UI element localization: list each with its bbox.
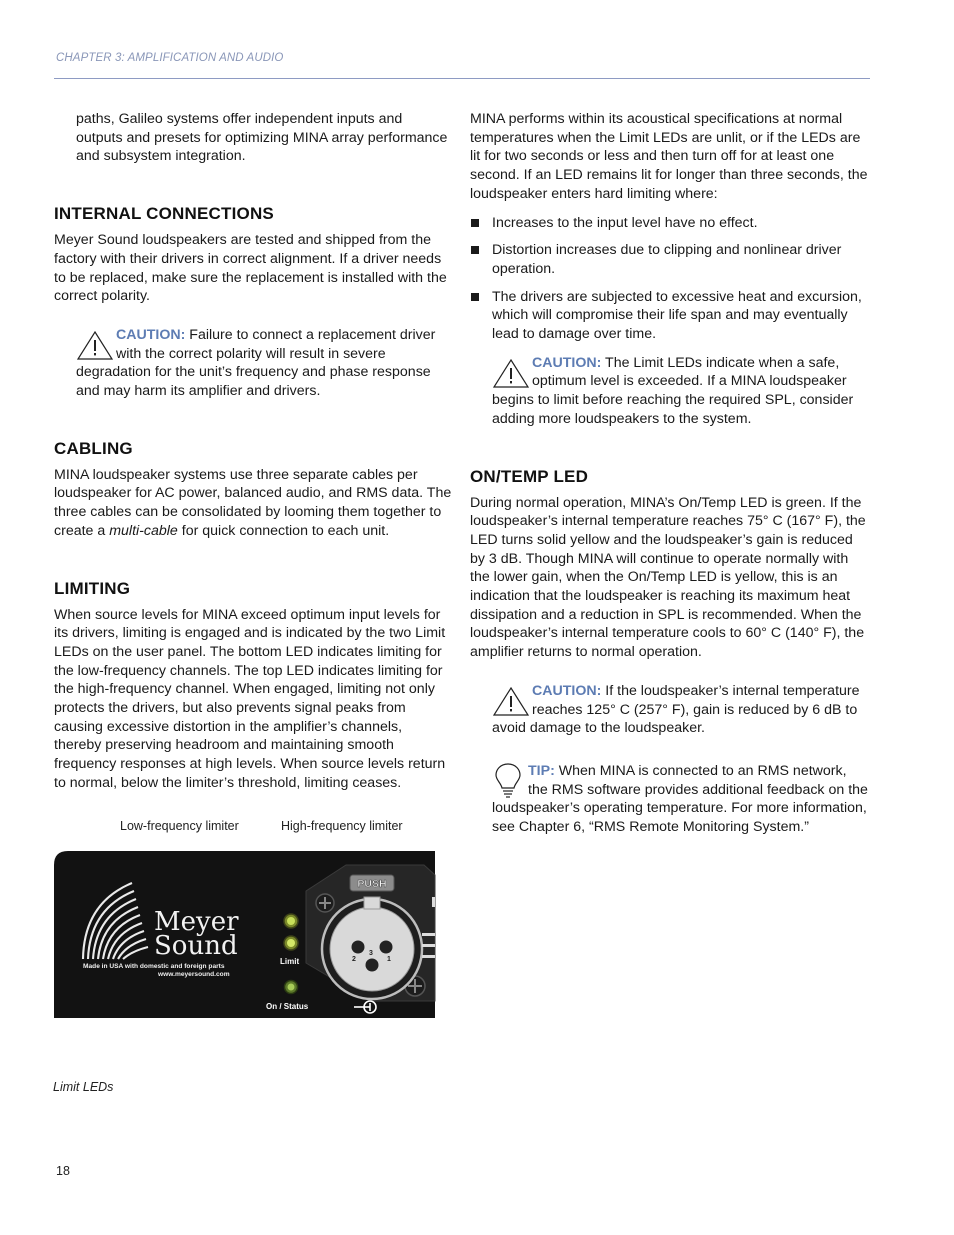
panel-slot [422,955,435,958]
caution-text: If the loudspeaker’s internal temperature reaches 125° C (257° F), gain is reduced by 6 dB to avoid damage to the loudspeaker. [492,682,860,737]
list-item-text: Increases to the input level have no effect. [492,214,758,231]
section-on-temp-led [470,467,870,837]
caution-text: The Limit LEDs indicate when a safe, optimum level is exceeded. If a MINA loudspeaker begins to limit before reaching the required SPL, consider adding more loudspeakers to the system. [492,354,854,427]
callout-high-frequency-limiter: High-frequency limiter [281,818,403,833]
pin-1-label: 1 [387,955,391,963]
led-on-status-glow [288,983,295,990]
page-number: 18 [56,1164,70,1178]
caution-label: CAUTION: [532,682,602,699]
made-in-usa-text: Made in USA with domestic and foreign parts [83,962,225,970]
caution-note-limit-leds [492,354,870,429]
header-rule [54,78,870,79]
pin-3-label: 3 [369,949,373,957]
logo-word-sound: Sound [154,930,238,961]
chapter-header: CHAPTER 3: AMPLIFICATION AND AUDIO [56,52,284,64]
panel-slot [422,933,435,936]
on-status-label: On / Status [266,1001,309,1011]
heading-cabling: CABLING [54,438,133,458]
section-internal-connections [54,204,452,401]
right-column [470,110,870,837]
tip-label: TIP: [528,762,555,779]
internal-connections-body: Meyer Sound loudspeakers are tested and shipped from the factory with their drivers in correct alignment. If a driver needs to be replaced, make sure the replacement is installed with the correct polarity. [54,232,447,305]
pin-2-label: 2 [352,955,356,963]
warning-triangle-icon [492,354,530,390]
hard-limiting-list [470,214,870,344]
panel-slot [422,944,435,947]
limit-leds-figure [54,815,452,1055]
heading-on-temp-led: ON/TEMP LED [470,466,589,486]
on-temp-body: During normal operation, MINA’s On/Temp LED is green. If the loudspeaker’s internal temperature reaches 75° C (167° F), the LED turns solid yellow and the loudspeaker’s gain is reduced by 3 dB. Though MINA will continue to operate normally with the lower gain, when the On/Temp LED is yellow, this is an indication that the loudspeaker is reaching its maximum heat dissipation and a reduction in SPL is recommended. When the loudspeaker’s internal temperature cools to 60° C (140° F), the amplifier returns to normal operation. [470,494,866,661]
callout-low-frequency-limiter: Low-frequency limiter [120,818,239,833]
led-high-frequency-glow [287,917,295,925]
multi-cable-term: multi-cable [109,522,178,539]
caution-label: CAUTION: [116,326,186,343]
limiting-body: When source levels for MINA exceed optimum input levels for its drivers, limiting is engaged and is indicated by the two Limit LEDs on the user panel. The bottom LED indicates limiting for the low-frequency channels. The top LED indicates limiting for the high-frequency channel. When engaged, limiting not only protects the drivers, but also prevents signal peaks from causing excessive distortion in the amplifier’s channels, thereby preserving headroom and maintaining smooth frequency responses at high levels. When source levels return to normal, below the limiter’s threshold, limiting ceases. [54,606,446,791]
list-item [470,241,870,278]
bullet-square-icon [471,293,479,301]
bullet-square-icon [471,246,479,254]
website-text: www.meyersound.com [158,970,230,978]
tip-note-rms [492,762,870,837]
section-limiting [54,579,452,793]
caution-label: CAUTION: [532,354,602,371]
figure-caption: Limit LEDs [53,1080,114,1094]
user-panel-image [54,851,454,1055]
list-item-text: The drivers are subjected to excessive heat and excursion, which will compromise their life span and may eventually lead to damage over time. [492,288,862,343]
caution-note-temperature [492,682,870,738]
bullet-square-icon [471,219,479,227]
section-cabling [54,439,452,541]
cabling-body [54,466,452,541]
logo-word-meyer: Meyer [154,906,239,937]
panel-slot [432,897,435,907]
cabling-body-part: MINA loudspeaker systems use three separate cables per loudspeaker for AC power, balanced audio, and RMS data. The three cables can be consolidated by looming them together to create a [54,466,452,539]
push-release-label: PUSH [357,877,387,890]
cabling-body-part: for quick connection to each unit. [177,522,390,539]
list-item [470,214,870,233]
list-item [470,288,870,344]
caution-note-polarity [76,326,452,401]
limit-led-intro: MINA performs within its acoustical specifications at normal temperatures when the Limit LEDs are unlit, or if the LEDs are lit for two seconds or less and then turn off for at least one second. If an LED remains lit for longer than three seconds, the loudspeaker enters hard limiting where: [470,111,868,202]
list-item-text: Distortion increases due to clipping and nonlinear driver operation. [492,242,842,277]
warning-triangle-icon [76,326,114,362]
lightbulb-icon [492,762,526,798]
left-column [54,110,452,1055]
limit-label: Limit [280,956,300,966]
tip-text: When MINA is connected to an RMS network, the RMS software provides additional feedback on the loudspeaker’s operating temperature. For more information, see Chapter 6, “RMS Remote Monitoring System.” [492,762,868,836]
intro-paragraph: paths, Galileo systems offer independent inputs and outputs and presets for optimizing MINA array performance and subsystem integration. [76,111,448,165]
warning-triangle-icon [492,682,530,718]
caution-text: Failure to connect a replacement driver with the correct polarity will result in severe degradation for the unit’s frequency and phase response and may harm its amplifier and drivers. [76,326,436,400]
led-low-frequency-glow [287,939,295,947]
heading-internal-connections: INTERNAL CONNECTIONS [54,204,274,224]
heading-limiting: LIMITING [54,578,131,598]
